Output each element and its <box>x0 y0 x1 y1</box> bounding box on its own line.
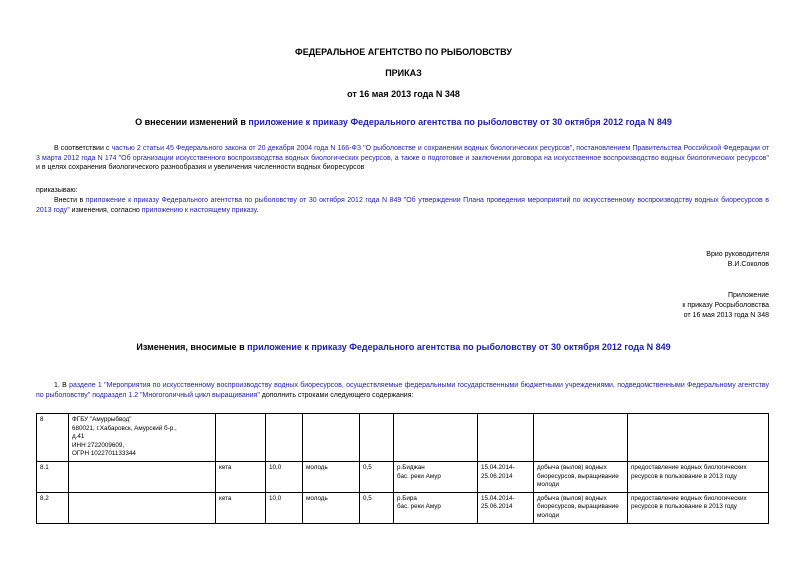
cell-species: кета <box>216 492 266 523</box>
order-annex-link[interactable]: приложению к настоящему приказу <box>141 206 257 214</box>
cell-kind <box>534 414 628 462</box>
appendix-order-ref: к приказу Росрыболовства <box>682 302 769 309</box>
cell-stage: молодь <box>303 492 360 523</box>
changes-title-prefix: Изменения, вносимые в <box>136 342 248 352</box>
title-prefix: О внесении изменений в <box>135 117 249 127</box>
signatory-position: Врио руководителя <box>706 251 769 258</box>
order-text-1: Внести в <box>54 197 86 204</box>
preamble-law-link[interactable]: частью 2 статьи 45 Федерального закона от 20 декабря 2004 года N 166-ФЗ "О рыболовстве и сохранении водных биологических ресурсов" <box>111 145 573 152</box>
document-title <box>0 117 807 128</box>
preamble-text-2: , <box>572 145 577 152</box>
cell-weight <box>360 414 394 462</box>
cell-kind: добыча (вылов) водных биоресурсов, выращивание молоди <box>534 492 628 523</box>
order-text-3: . <box>256 206 259 214</box>
appendix-date: от 16 мая 2013 года N 348 <box>683 312 769 319</box>
cell-qty: 10,0 <box>266 492 303 523</box>
cell-note: предоставление водных биологических ресурсов в пользование в 2013 году <box>628 462 769 493</box>
preamble-paragraph <box>36 144 769 173</box>
order-text-2: изменения, согласно <box>69 206 142 214</box>
changes-title <box>0 342 807 353</box>
cell-org <box>69 492 216 523</box>
item-1-paragraph <box>36 381 769 400</box>
cell-place: р.Бира бас. реки Амур <box>394 492 478 523</box>
cell-stage <box>303 414 360 462</box>
cell-org <box>69 462 216 493</box>
table-row <box>37 492 769 523</box>
item-1-text-3: дополнить строками следующего содержания: <box>259 391 414 399</box>
appendix-label: Приложение <box>727 292 769 299</box>
preamble-decree-link[interactable]: постановлением Правительства Российской Федерации от 3 марта 2012 года N 174 "Об организации искусственного воспроизводства водных биологических ресурсов, а также о подготовке и заключении договора на искусственное воспроизводство водных биологических ресурсов" <box>36 145 770 162</box>
order-appendix-link[interactable]: приложение к приказу Федерального агентства по рыболовству от 30 октября 2012 года N 849 "Об утверждении Плана проведения мероприятий по искусственному воспроизводству водных биоресурсов в 2013 году" <box>36 197 770 214</box>
changes-title-link[interactable]: приложение к приказу Федерального агентства по рыболовству от 30 октября 2012 года N 849 <box>247 342 671 352</box>
cell-kind: добыча (вылов) водных биоресурсов, выращивание молоди <box>534 462 628 493</box>
cell-dates <box>478 414 534 462</box>
item-1-subsection-link[interactable]: подраздел 1.2 "Многоголичный цикл выращивания" <box>92 391 260 399</box>
cell-weight: 0,5 <box>360 492 394 523</box>
document-date: от 16 мая 2013 года N 348 <box>347 89 460 99</box>
cell-num: 8.1 <box>37 462 69 493</box>
preamble-text-3: и в целях сохранения биологического разнообразия и увеличения численности водных биоресурсов <box>36 164 365 171</box>
cell-place <box>394 414 478 462</box>
cell-num: 8 <box>37 414 69 462</box>
table-row <box>37 462 769 493</box>
changes-table <box>36 413 769 524</box>
cell-weight: 0,5 <box>360 462 394 493</box>
signatory-name: В.И.Соколов <box>727 261 769 268</box>
cell-place: р.Биджан бас. реки Амур <box>394 462 478 493</box>
cell-qty <box>266 414 303 462</box>
cell-species: кета <box>216 462 266 493</box>
cell-dates: 15.04.2014- 25.06.2014 <box>478 492 534 523</box>
cell-species <box>216 414 266 462</box>
preamble-text-1: В соответствии с <box>54 145 112 152</box>
item-1-text-1: 1. В <box>54 382 70 389</box>
cell-note <box>628 414 769 462</box>
order-word: приказываю: <box>36 187 78 194</box>
agency-name: ФЕДЕРАЛЬНОЕ АГЕНТСТВО ПО РЫБОЛОВСТВУ <box>295 47 512 57</box>
cell-note: предоставление водных биологических ресурсов в пользование в 2013 году <box>628 492 769 523</box>
document-type: ПРИКАЗ <box>385 68 422 78</box>
cell-num: 8.2 <box>37 492 69 523</box>
title-link[interactable]: приложение к приказу Федерального агентства по рыболовству от 30 октября 2012 года N 849 <box>248 117 672 127</box>
cell-dates: 15.04.2014- 25.06.2014 <box>478 462 534 493</box>
item-1-section-link[interactable]: разделе 1 "Мероприятия по искусственному воспроизводству водных биоресурсов, осуществляемые федеральными государственными бюджетными учреждениями, подведомственными Федеральному агентству по рыболовству" <box>36 382 769 399</box>
cell-stage: молодь <box>303 462 360 493</box>
order-paragraph <box>36 196 769 215</box>
cell-org: ФГБУ "Амуррыбвод" 680021, г.Хабаровск, Амурский б-р., д.41 ИНН 2722009609, ОГРН 1022701133344 <box>69 414 216 462</box>
cell-qty: 10,0 <box>266 462 303 493</box>
table-row <box>37 414 769 462</box>
